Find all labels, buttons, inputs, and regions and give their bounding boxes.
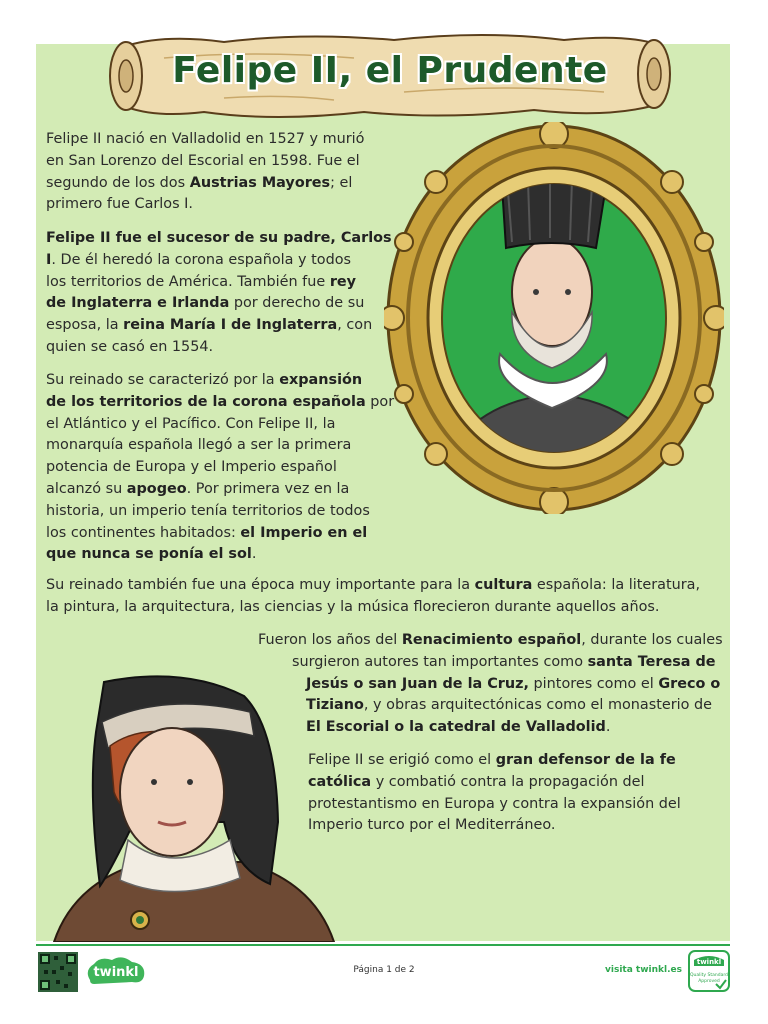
text-run: Felipe II se erigió como el — [308, 752, 496, 768]
text-line — [46, 194, 364, 216]
text-line — [46, 337, 392, 359]
text-run: esposa, la — [46, 317, 124, 334]
badge-brand: twinkl — [696, 958, 722, 966]
bold-text: gran defensor de la fe — [495, 752, 676, 768]
quality-badge-icon — [688, 950, 730, 992]
text-line — [308, 750, 681, 772]
text-run: pintores como el — [528, 675, 659, 692]
text-line — [46, 501, 394, 523]
text-run: , durante los cuales — [581, 632, 723, 648]
bold-text: Jesús o san Juan de la Cruz, — [306, 675, 529, 692]
bold-text: expansión — [279, 372, 363, 388]
bold-text: Renacimiento español — [401, 632, 582, 648]
badge-text-1: Quality Standard — [690, 973, 728, 978]
text-run: Fueron los años del — [258, 632, 402, 648]
text-line — [46, 129, 364, 151]
text-run: los continentes habitados: — [46, 524, 241, 541]
text-line — [46, 151, 364, 173]
text-line — [46, 370, 394, 392]
paragraph-faith — [308, 750, 681, 837]
text-run: en San Lorenzo del Escorial en 1598. Fue el — [46, 152, 360, 169]
text-run: , y obras arquitectónicas como el monasterio de — [363, 697, 712, 714]
text-line — [46, 544, 394, 566]
text-line — [46, 435, 394, 457]
text-run: Su reinado se caracterizó por la — [46, 372, 280, 388]
text-run: . Por primera vez en la — [186, 480, 350, 497]
text-run: monarquía española llegó a ser la primera — [46, 437, 352, 454]
text-line — [46, 315, 392, 337]
text-line — [308, 815, 681, 837]
text-run: Imperio turco por el Mediterráneo. — [308, 817, 556, 834]
twinkl-logo-icon[interactable] — [84, 956, 148, 986]
text-run: . — [605, 719, 611, 736]
text-line — [46, 228, 392, 250]
text-run: . De él heredó la corona española y todos — [51, 251, 352, 268]
text-run: potencia de Europa y el Imperio español — [46, 459, 337, 476]
bold-text: El Escorial o la catedral de Valladolid — [306, 719, 606, 736]
text-run: historia, un imperio tenía territorios de todos — [46, 502, 370, 519]
bold-text: apogeo — [126, 480, 187, 497]
text-run: surgieron autores tan importantes como — [292, 653, 588, 670]
bold-text: el Imperio en el — [240, 524, 368, 541]
text-run: por — [365, 393, 395, 410]
text-line — [308, 794, 681, 816]
text-run: Felipe II nació en Valladolid en 1527 y murió — [46, 131, 365, 147]
bold-text: I — [46, 251, 52, 268]
text-run: , con — [337, 317, 373, 334]
paragraph-birth — [46, 129, 364, 216]
bold-text: de los territorios de la corona española — [46, 393, 366, 410]
text-line — [46, 479, 394, 501]
text-run: protestantismo en Europa y contra la expansión del — [308, 795, 681, 812]
bold-text: rey — [329, 273, 357, 290]
paragraph-expansion — [46, 370, 394, 566]
text-line — [46, 575, 700, 597]
bold-text: que nunca se ponía el sol — [46, 546, 252, 563]
bold-text: cultura — [474, 577, 533, 593]
text-run: segundo de los dos — [46, 174, 190, 191]
text-line — [258, 652, 723, 674]
bold-text: Tiziano — [306, 697, 364, 714]
bold-text: Greco o — [658, 675, 721, 692]
text-run: primero fue Carlos I. — [46, 196, 193, 213]
text-run: . — [251, 546, 257, 563]
bold-text: santa Teresa de — [587, 653, 716, 670]
maria-i-portrait — [44, 672, 344, 942]
text-run: por derecho de su — [229, 295, 365, 312]
site-link[interactable]: visita twinkl.es — [605, 965, 682, 975]
bold-text: Felipe II fue el sucesor de su padre, Carlos — [46, 230, 392, 246]
page-number: Página 1 de 2 — [353, 965, 415, 975]
text-run: española: la literatura, — [532, 577, 701, 593]
bold-text: Austrias Mayores — [189, 174, 331, 191]
bold-text: de Inglaterra e Irlanda — [46, 295, 230, 312]
text-line — [46, 457, 394, 479]
text-run: la pintura, la arquitectura, las ciencias y la música florecieron durante aquellos años. — [46, 598, 660, 615]
badge-text-2: Approved — [698, 979, 720, 984]
text-line — [46, 272, 392, 294]
paragraph-culture — [46, 575, 700, 619]
text-line — [46, 414, 394, 436]
text-run: quien se casó en 1554. — [46, 338, 214, 355]
text-run: alcanzó su — [46, 480, 127, 497]
text-run: y combatió contra la propagación del — [371, 773, 645, 790]
text-line — [46, 597, 700, 619]
footer-divider — [36, 944, 730, 946]
text-line — [46, 250, 392, 272]
text-line — [46, 173, 364, 195]
text-line — [258, 630, 723, 652]
qr-code-icon — [38, 952, 78, 992]
text-line — [46, 392, 394, 414]
text-line — [46, 523, 394, 545]
text-line — [308, 772, 681, 794]
felipe-ii-portrait — [384, 122, 724, 514]
text-run: ; el — [330, 174, 353, 191]
bold-text: reina María I de Inglaterra — [123, 317, 338, 334]
paragraph-succession — [46, 228, 392, 359]
twinkl-logo-text: twinkl — [93, 965, 139, 980]
text-run: Su reinado también fue una época muy importante para la — [46, 577, 475, 593]
page-title: Felipe II, el Prudente — [172, 50, 608, 91]
bold-text: católica — [308, 773, 372, 790]
text-run: los territorios de América. También fue — [46, 273, 330, 290]
text-line — [46, 293, 392, 315]
text-run: el Atlántico y el Pacífico. Con Felipe II, la — [46, 415, 336, 432]
